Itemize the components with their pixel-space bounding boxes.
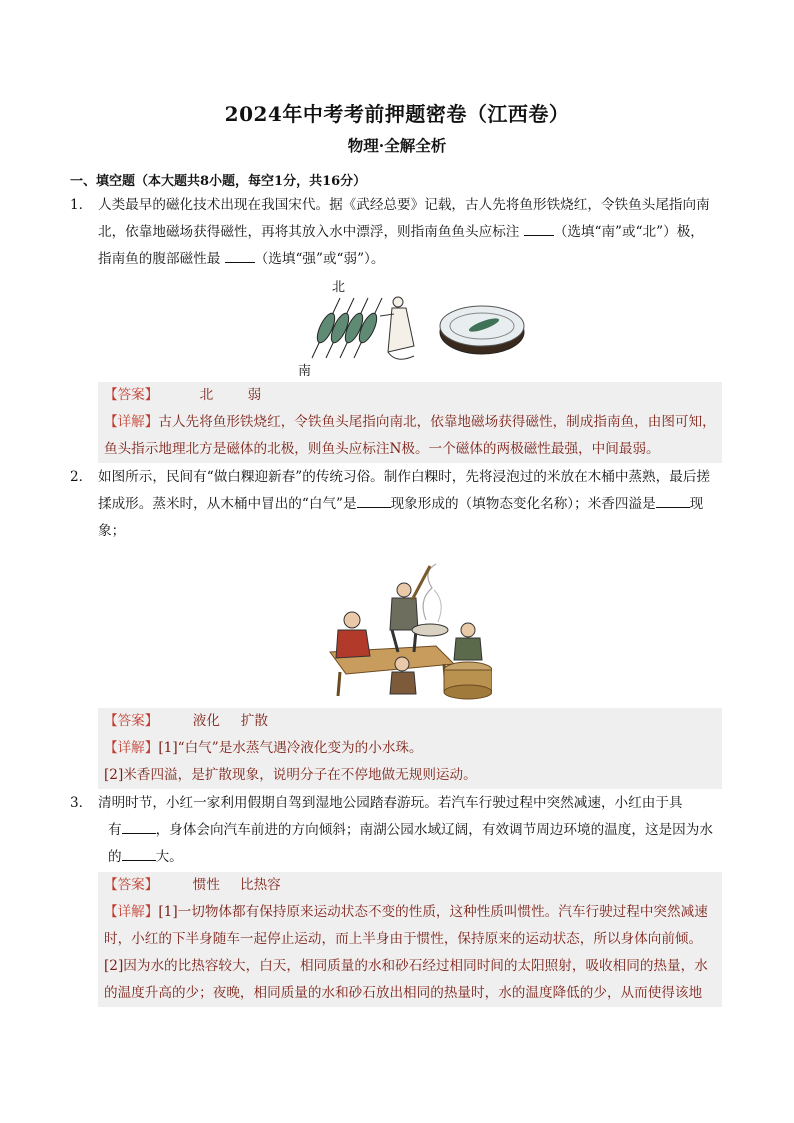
- answer-value: 扩散: [240, 713, 268, 729]
- answer-blank: [357, 507, 391, 508]
- answer-value: 惯性: [192, 877, 220, 893]
- question-line: 揉成形。蒸米时，从木桶中冒出的“白气”是 现象形成的（填物态变化名称）；米香四溢是 现: [98, 496, 704, 512]
- question-line: 象；: [98, 523, 126, 539]
- detail-row: 时，小红的下半身随车一起停止运动，而上半身由于惯性，保持原来的运动状态，所以身体向前倾。: [104, 931, 703, 947]
- answer-value: 液化: [192, 713, 220, 729]
- answer-value: 比热容: [239, 877, 281, 893]
- rice-cake-figure: [326, 560, 492, 704]
- detail-row: 【详解】古人先将鱼形铁烧红，令铁鱼头尾指向南北，依靠地磁场获得磁性，制成指南鱼，由图可知，: [104, 414, 716, 430]
- answer-blank: [225, 262, 255, 263]
- answer-blank: [656, 507, 690, 508]
- answer-blank: [122, 833, 156, 834]
- answer-value: 弱: [247, 387, 262, 403]
- answer-row: 【答案】 液化 扩散: [98, 708, 722, 735]
- answer-blank: [122, 860, 156, 861]
- question-line: 如图所示，民间有“做白粿迎新春”的传统习俗。制作白粿时，先将浸泡过的米放在木桶中蒸熟，最后搓: [98, 469, 711, 485]
- answer-box-1: [98, 382, 722, 463]
- question-line: 北，依靠地磁场获得磁性，再将其放入水中漂浮，则指南鱼鱼头应标注 （选填“南”或“北”）极，: [98, 224, 704, 240]
- detail-row: 鱼头指示地理北方是磁体的北极，则鱼头应标注N极。一个磁体的两极磁性最强，中间最弱。: [104, 441, 660, 457]
- question-number: 3．: [70, 795, 93, 811]
- section-heading: 一、填空题（本大题共8小题，每空1分，共16分）: [70, 174, 367, 189]
- detail-row: 的温度升高的少；夜晚，相同质量的水和砂石放出相同的热量时，水的温度降低的少，从而使得该地: [104, 985, 703, 1001]
- question-line: 的 大。: [108, 849, 183, 865]
- detail-row: 【详解】[1]一切物体都有保持原来运动状态不变的性质，这种性质叫惯性。汽车行驶过程中突然减速: [104, 904, 708, 920]
- detail-row: 【详解】[1]“白气”是水蒸气遇冷液化变为的小水珠。: [104, 740, 423, 756]
- question-line: 人类最早的磁化技术出现在我国宋代。据《武经总要》记载，古人先将鱼形铁烧红，令铁鱼头尾指向南: [98, 197, 710, 213]
- answer-row: 【答案】 惯性 比热容: [98, 872, 722, 899]
- page-title: 2024年中考考前押题密卷（江西卷）: [224, 102, 570, 126]
- north-label: 北: [332, 280, 346, 295]
- question-1: [70, 192, 726, 273]
- question-3: [70, 790, 726, 871]
- answer-value: 北: [199, 387, 214, 403]
- question-2: [70, 464, 726, 545]
- answer-box-2: [98, 708, 722, 789]
- question-line: 有 ，身体会向汽车前进的方向倾斜；南湖公园水域辽阔，有效调节周边环境的温度，这是因为水: [108, 822, 713, 838]
- south-label: 南: [298, 364, 312, 379]
- answer-row: 【答案】 北 弱: [98, 382, 722, 409]
- fish-illustration: [296, 276, 532, 380]
- detail-row: [2]米香四溢，是扩散现象，说明分子在不停地做无规则运动。: [104, 767, 477, 783]
- detail-row: [2]因为水的比热容较大，白天，相同质量的水和砂石经过相同时间的太阳照射，吸收相同的热量，水: [104, 958, 708, 974]
- answer-box-3: [98, 872, 722, 1007]
- compass-fish-figure: [296, 276, 532, 380]
- question-line: 清明时节，小红一家利用假期自驾到湿地公园踏春游玩。若汽车行驶过程中突然减速，小红由于具: [98, 795, 683, 811]
- page-subtitle: 物理·全解全析: [347, 136, 447, 155]
- question-number: 1．: [70, 197, 93, 213]
- answer-blank: [524, 235, 554, 236]
- question-number: 2．: [70, 469, 93, 485]
- rice-cake-illustration: [326, 560, 492, 704]
- question-line: 指南鱼的腹部磁性最 （选填“强”或“弱”）。: [98, 251, 385, 267]
